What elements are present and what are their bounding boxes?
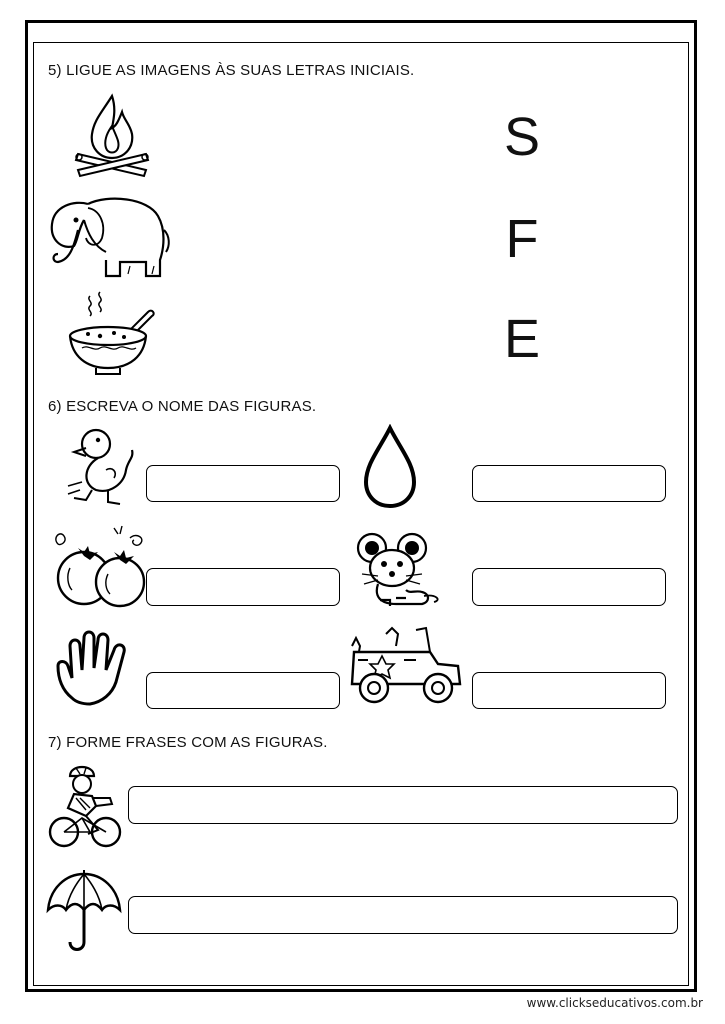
page-inner-border bbox=[33, 42, 689, 986]
tomatoes-icon bbox=[50, 524, 150, 614]
jeep-icon bbox=[346, 624, 462, 708]
answer-box-mouse[interactable] bbox=[472, 568, 666, 606]
sentence-box-umbrella[interactable] bbox=[128, 896, 678, 934]
answer-box-jeep[interactable] bbox=[472, 672, 666, 709]
drop-icon bbox=[358, 424, 422, 510]
answer-box-hand[interactable] bbox=[146, 672, 340, 709]
soup-bowl-icon bbox=[66, 290, 156, 378]
hand-icon bbox=[52, 628, 142, 708]
elephant-icon bbox=[48, 190, 173, 282]
footer-website[interactable]: www.clickseducativos.com.br bbox=[526, 996, 703, 1010]
exercise-7-instruction: 7) FORME FRASES COM AS FIGURAS. bbox=[48, 734, 328, 751]
mouse-icon bbox=[350, 530, 450, 608]
duck-icon bbox=[62, 422, 142, 506]
answer-box-tomatoes[interactable] bbox=[146, 568, 340, 606]
letter-option-1[interactable]: S bbox=[503, 107, 541, 167]
answer-box-drop[interactable] bbox=[472, 465, 666, 502]
campfire-icon bbox=[72, 92, 152, 178]
answer-box-duck[interactable] bbox=[146, 465, 340, 502]
exercise-6-instruction: 6) ESCREVA O NOME DAS FIGURAS. bbox=[48, 398, 317, 415]
sentence-box-cyclist[interactable] bbox=[128, 786, 678, 824]
cyclist-icon bbox=[46, 758, 122, 854]
letter-option-3[interactable]: E bbox=[503, 309, 541, 369]
letter-option-2[interactable]: F bbox=[505, 209, 539, 269]
umbrella-icon bbox=[44, 866, 124, 956]
exercise-5-instruction: 5) LIGUE AS IMAGENS ÀS SUAS LETRAS INICIAIS. bbox=[48, 62, 415, 79]
